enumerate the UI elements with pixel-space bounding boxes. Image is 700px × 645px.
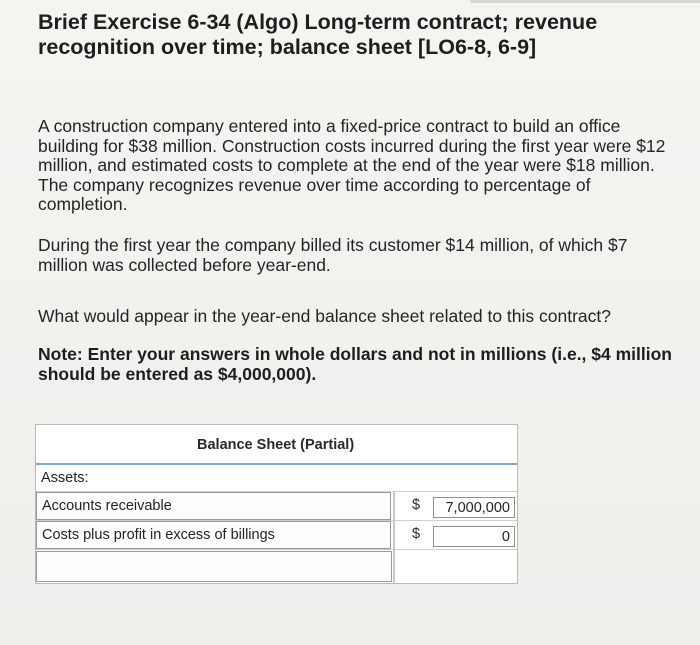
assets-label: Assets: <box>41 470 89 486</box>
accounts-receivable-amount-input[interactable]: 7,000,000 <box>433 497 515 518</box>
accounts-receivable-label-field[interactable]: Accounts receivable <box>36 492 391 520</box>
question-text: What would appear in the year-end balance sheet related to this contract? <box>38 306 611 326</box>
column-divider <box>393 491 395 583</box>
currency-symbol: $ <box>412 497 421 513</box>
balance-sheet-header <box>36 425 517 465</box>
answer-note: Note: Enter your answers in whole dollars and not in millions (i.e., $4 million should be entered as $4,000,000). <box>38 344 672 384</box>
exercise-title: Brief Exercise 6-34 (Algo) Long-term contract; revenue recognition over time; balance sheet [LO6-8, 6-9] <box>38 10 598 59</box>
currency-symbol: $ <box>412 526 421 542</box>
empty-label-field[interactable] <box>36 551 392 582</box>
costs-plus-profit-amount-input[interactable]: 0 <box>433 526 515 547</box>
balance-sheet-title: Balance Sheet (Partial) <box>197 437 355 453</box>
balance-sheet-table <box>35 424 518 584</box>
top-divider <box>470 0 700 3</box>
costs-plus-profit-label-field[interactable]: Costs plus profit in excess of billings <box>36 521 391 549</box>
assets-row <box>36 465 517 492</box>
problem-paragraph-2: During the first year the company billed its customer $14 million, of which $7 million was collected before year-end. <box>38 235 628 275</box>
problem-paragraph-1: A construction company entered into a fixed-price contract to build an office building for $38 million. Construction costs incurred during the first year were $12 million, and estimated costs to complete at the end of the year were $18 million. The company recognizes revenue over time according to percentage of completion. <box>38 116 666 214</box>
